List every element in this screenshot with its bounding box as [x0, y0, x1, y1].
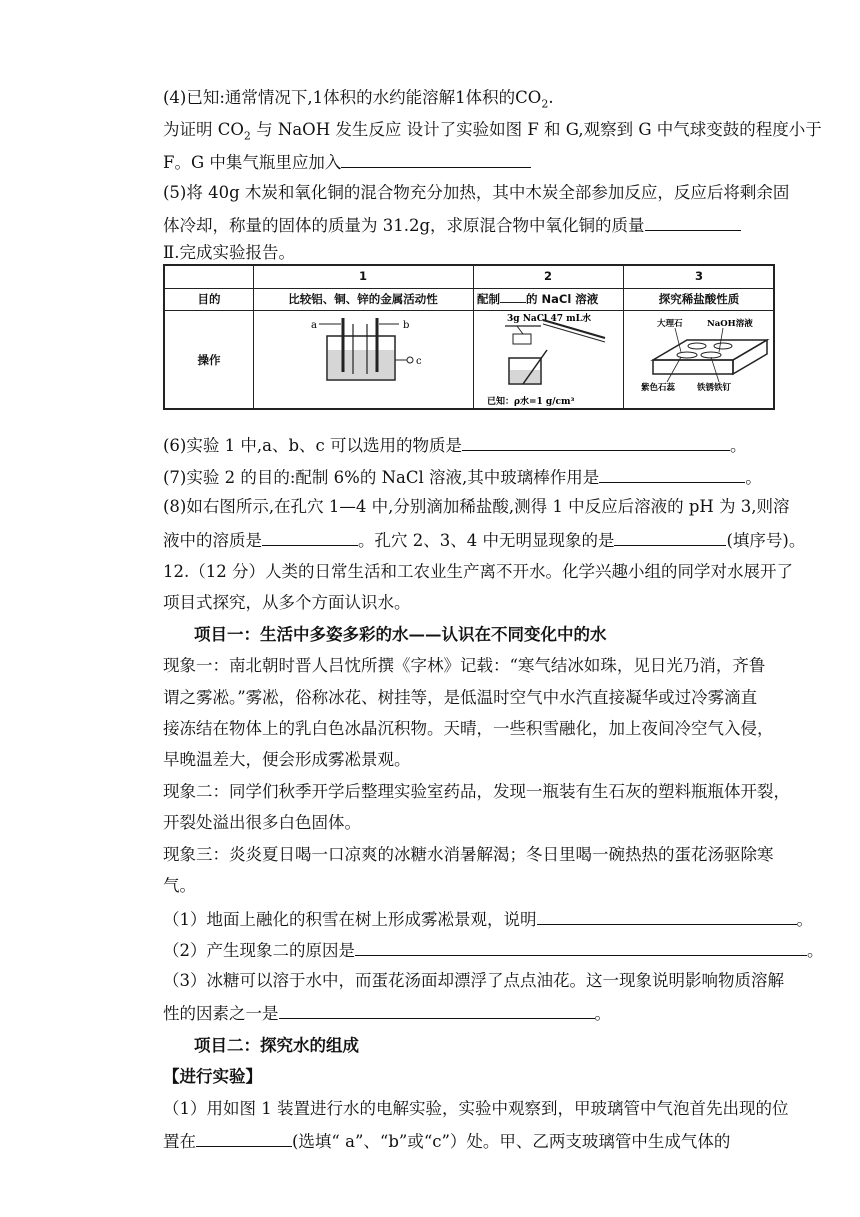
- fig3-label-naoh: NaOH溶液: [707, 319, 753, 329]
- answer-blank-q7[interactable]: [599, 464, 745, 483]
- fig3-label-marble: 大理石: [657, 319, 683, 329]
- section-2-title: Ⅱ.完成实验报告。: [163, 243, 295, 262]
- project-1-question-1: （1）地面上融化的积雪在树上形成雾凇景观，说明 。: [163, 906, 813, 932]
- phenomenon-2-line-1: 现象二：同学们秋季开学后整理实验室药品，发现一瓶装有生石灰的塑料瓶瓶体开裂，: [163, 782, 790, 801]
- purpose-1: 比较铝、铜、锌的金属活动性: [288, 292, 438, 306]
- fig3-label-litmus: 紫色石蕊: [641, 383, 676, 393]
- answer-blank-p1q1[interactable]: [537, 906, 797, 925]
- column-number-2: 2: [543, 269, 552, 283]
- column-number-1: 1: [358, 269, 367, 283]
- fig2-density-note: 已知：ρ水=1 g/cm³: [487, 397, 575, 407]
- well-plate-figure: [627, 316, 773, 408]
- purpose-2: 配制 的 NaCl 溶液: [477, 292, 599, 306]
- column-number-3: 3: [694, 269, 703, 283]
- label-b: b: [403, 320, 410, 331]
- question-4-line-2: 为证明 $CO_2$ 与 NaOH 发生反应 设计了实验如图 F 和 G,观察到 G 中气球变鼓的程度小于: [163, 120, 822, 143]
- metal-activity-beaker-figure: [305, 314, 425, 384]
- experiment-heading: 【进行实验】: [163, 1067, 262, 1086]
- question-12-line-2: 项目式探究，从多个方面认识水。: [163, 593, 411, 612]
- purpose-3: 探究稀盐酸性质: [658, 292, 740, 306]
- answer-blank-p1q3[interactable]: [279, 1000, 595, 1019]
- question-12-line-1: 12.（12 分）人类的日常生活和工农业生产离不开水。化学兴趣小组的同学对水展开了: [163, 562, 793, 581]
- phenomenon-3-line-2: 气。: [163, 876, 196, 895]
- phenomenon-3-line-1: 现象三：炎炎夏日喝一口凉爽的冰糖水消暑解渴；冬日里喝一碗热热的蛋花汤驱除寒: [163, 845, 774, 864]
- answer-blank-p2q1[interactable]: [196, 1128, 292, 1147]
- question-5-line-1: (5)将 40g 木炭和氧化铜的混合物充分加热，其中木炭全部参加反应，反应后将剩余固: [163, 183, 790, 202]
- question-4-line-1: (4)已知:通常情况下,1体积的水约能溶解1体积的$CO_2$.: [163, 88, 554, 111]
- fig2-top-label: 3g NaCl 47 mL水: [507, 314, 591, 324]
- project-1-question-3-line-2: 性的因素之一是 。: [163, 1000, 611, 1026]
- phenomenon-2-line-2: 开裂处溢出很多白色固体。: [163, 813, 361, 832]
- label-a: a: [311, 320, 317, 331]
- question-6: (6)实验 1 中,a、b、c 可以选用的物质是 。: [163, 432, 747, 458]
- phenomenon-1-line-2: 谓之雾凇。”雾凇，俗称冰花、树挂等，是低温时空气中水汽直接凝华或过冷雾滴直: [163, 688, 758, 707]
- question-5-line-2: 体冷却，称量的固体的质量为 31.2g，求原混合物中氧化铜的质量: [163, 212, 741, 238]
- phenomenon-1-line-4: 早晚温差大，便会形成雾凇景观。: [163, 750, 411, 769]
- project-2-question-1-line-2: 置在 (选填“ a”、“b”或“c”）处。甲、乙两支玻璃管中生成气体的: [163, 1128, 730, 1154]
- answer-blank-q6[interactable]: [462, 432, 730, 451]
- phenomenon-1-line-1: 现象一：南北朝时晋人吕忱所撰《字林》记载：“寒气结冰如珠，见日光乃消，齐鲁: [163, 656, 766, 675]
- project-1-question-3-line-1: （3）冰糖可以溶于水中，而蛋花汤面却漂浮了点点油花。这一现象说明影响物质溶解: [163, 971, 784, 990]
- label-c: c: [416, 356, 422, 367]
- answer-blank-q4[interactable]: [341, 149, 531, 168]
- fig3-label-rusty-nail: 铁锈铁钉: [697, 383, 732, 393]
- question-7: (7)实验 2 的目的:配制 6%的 NaCl 溶液,其中玻璃棒作用是 。: [163, 464, 762, 490]
- nacl-preparation-figure: [483, 312, 619, 408]
- project-1-title: 项目一：生活中多姿多彩的水——认识在不同变化中的水: [194, 625, 607, 644]
- phenomenon-1-line-3: 接冻结在物体上的乳白色冰晶沉积物。天晴，一些积雪融化，加上夜间冷空气入侵，: [163, 719, 774, 738]
- question-4-line-3: F。G 中集气瓶里应加入: [163, 149, 531, 175]
- project-1-question-2: （2）产生现象二的原因是 。: [163, 937, 824, 963]
- experiment-report-table: [163, 264, 775, 410]
- question-8-line-1: (8)如右图所示,在孔穴 1—4 中,分别滴加稀盐酸,测得 1 中反应后溶液的 pH 为 3,则溶: [163, 497, 790, 516]
- project-2-question-1-line-1: （1）用如图 1 装置进行水的电解实验，实验中观察到，甲玻璃管中气泡首先出现的位: [163, 1099, 789, 1118]
- answer-blank-q5[interactable]: [645, 212, 741, 231]
- row-label-purpose: 目的: [197, 292, 221, 306]
- answer-blank-p1q2[interactable]: [355, 937, 807, 956]
- project-2-title: 项目二：探究水的组成: [194, 1036, 359, 1055]
- row-label-operation: 操作: [197, 353, 221, 367]
- answer-blank-q8-solute[interactable]: [262, 527, 358, 546]
- answer-blank-q8-wells[interactable]: [614, 527, 726, 546]
- question-8-line-2: 液中的溶质是 。孔穴 2、3、4 中无明显现象的是 (填序号)。: [163, 527, 805, 553]
